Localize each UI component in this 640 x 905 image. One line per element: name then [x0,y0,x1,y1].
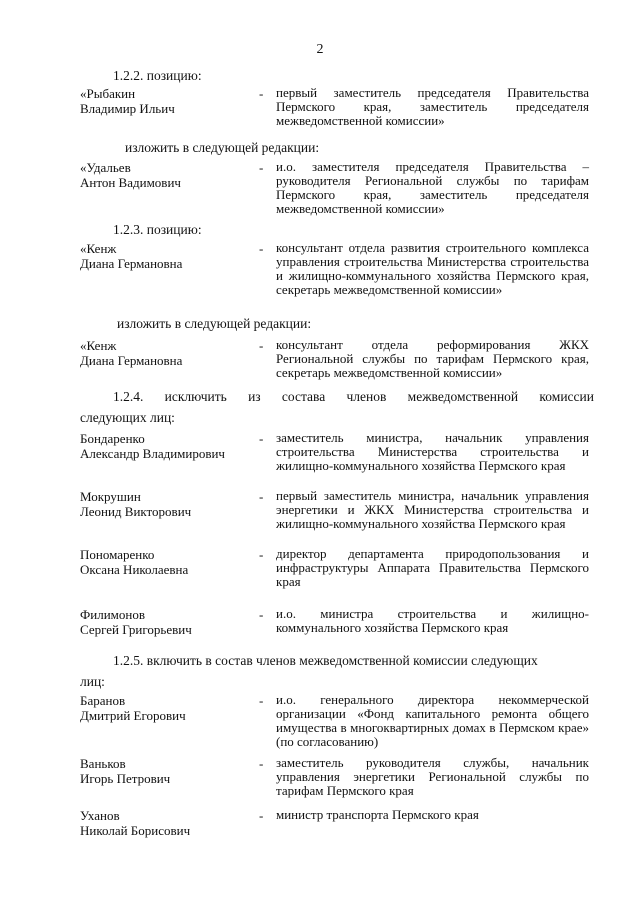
person-name [80,808,255,838]
dash: - [259,338,264,353]
person-role: консультант отдела развития строительного комплекса управления строительства Министерства строительства и жилищно-коммунального хозяйства Пермского края, секретарь межведомственной комиссии» [276,240,589,297]
section-124-heading-cont: следующих лиц: [80,410,175,425]
dash: - [259,431,264,446]
surname: Уханов [80,808,120,823]
given-names: Игорь Петрович [80,771,171,786]
surname: Ваньков [80,756,126,771]
person-name [80,338,255,368]
given-names: Диана Германовна [80,353,183,368]
surname: Филимонов [80,607,145,622]
dash: - [259,86,264,101]
dash: - [259,607,264,622]
surname: Мокрушин [80,489,141,504]
person-name [80,547,255,577]
section-125-heading-cont: лиц: [80,674,105,689]
person-role: заместитель министра, начальник управления строительства Министерства строительства и жилищно-коммунального хозяйства Пермского края [276,430,589,473]
person-role: консультант отдела реформирования ЖКХ Региональной службы по тарифам Пермского края, секретарь межведомственной комиссии» [276,337,589,380]
given-names: Владимир Ильич [80,101,175,116]
given-names: Александр Владимирович [80,446,225,461]
surname: «Кенж [80,338,117,353]
person-role: министр транспорта Пермского края [276,807,479,822]
person-name [80,693,255,723]
dash: - [259,160,264,175]
dash: - [259,241,264,256]
person-role: первый заместитель председателя Правительства Пермского края, заместитель председателя межведомственной комиссии» [276,85,589,128]
given-names: Леонид Викторович [80,504,192,519]
person-role: и.о. министра строительства и жилищно-коммунального хозяйства Пермского края [276,606,589,635]
surname: Баранов [80,693,126,708]
person-role: заместитель руководителя службы, начальник управления энергетики Региональной службы по тарифам Пермского края [276,755,589,798]
dash: - [259,693,264,708]
person-name [80,86,255,116]
section-123-heading: 1.2.3. позицию: [113,222,202,237]
surname: «Удальев [80,160,131,175]
surname: Пономаренко [80,547,155,562]
person-role: директор департамента природопользования и инфраструктуры Аппарата Правительства Пермского края [276,546,589,589]
section-124-heading: 1.2.4. исключить из состава членов межведомственной комиссии [113,389,594,404]
person-name [80,607,255,637]
surname: «Рыбакин [80,86,136,101]
given-names: Сергей Григорьевич [80,622,192,637]
given-names: Николай Борисович [80,823,191,838]
redaction-heading: изложить в следующей редакции: [117,316,312,331]
person-role: и.о. генерального директора некоммерческой организации «Фонд капитального ремонта общего имущества в многоквартирных домах в Пермском крае» (по согласованию) [276,692,589,749]
person-name [80,160,255,190]
section-122-heading: 1.2.2. позицию: [113,68,202,83]
given-names: Диана Германовна [80,256,183,271]
page-number: 2 [316,42,324,57]
dash: - [259,756,264,771]
surname: «Кенж [80,241,117,256]
given-names: Дмитрий Егорович [80,708,186,723]
dash: - [259,547,264,562]
dash: - [259,489,264,504]
surname: Бондаренко [80,431,145,446]
redaction-heading: изложить в следующей редакции: [125,140,320,155]
person-name [80,756,255,786]
person-name [80,489,255,519]
section-125-heading: 1.2.5. включить в состав членов межведомственной комиссии следующих [113,653,538,668]
person-role: и.о. заместителя председателя Правительства – руководителя Региональной службы по тарифам Пермского края, заместитель председателя межведомственной комиссии» [276,159,589,216]
given-names: Оксана Николаевна [80,562,189,577]
given-names: Антон Вадимович [80,175,181,190]
person-name [80,241,255,271]
person-name [80,431,255,461]
dash: - [259,808,264,823]
person-role: первый заместитель министра, начальник управления энергетики и ЖКХ Министерства строительства и жилищно-коммунального хозяйства Пермского края [276,488,589,531]
